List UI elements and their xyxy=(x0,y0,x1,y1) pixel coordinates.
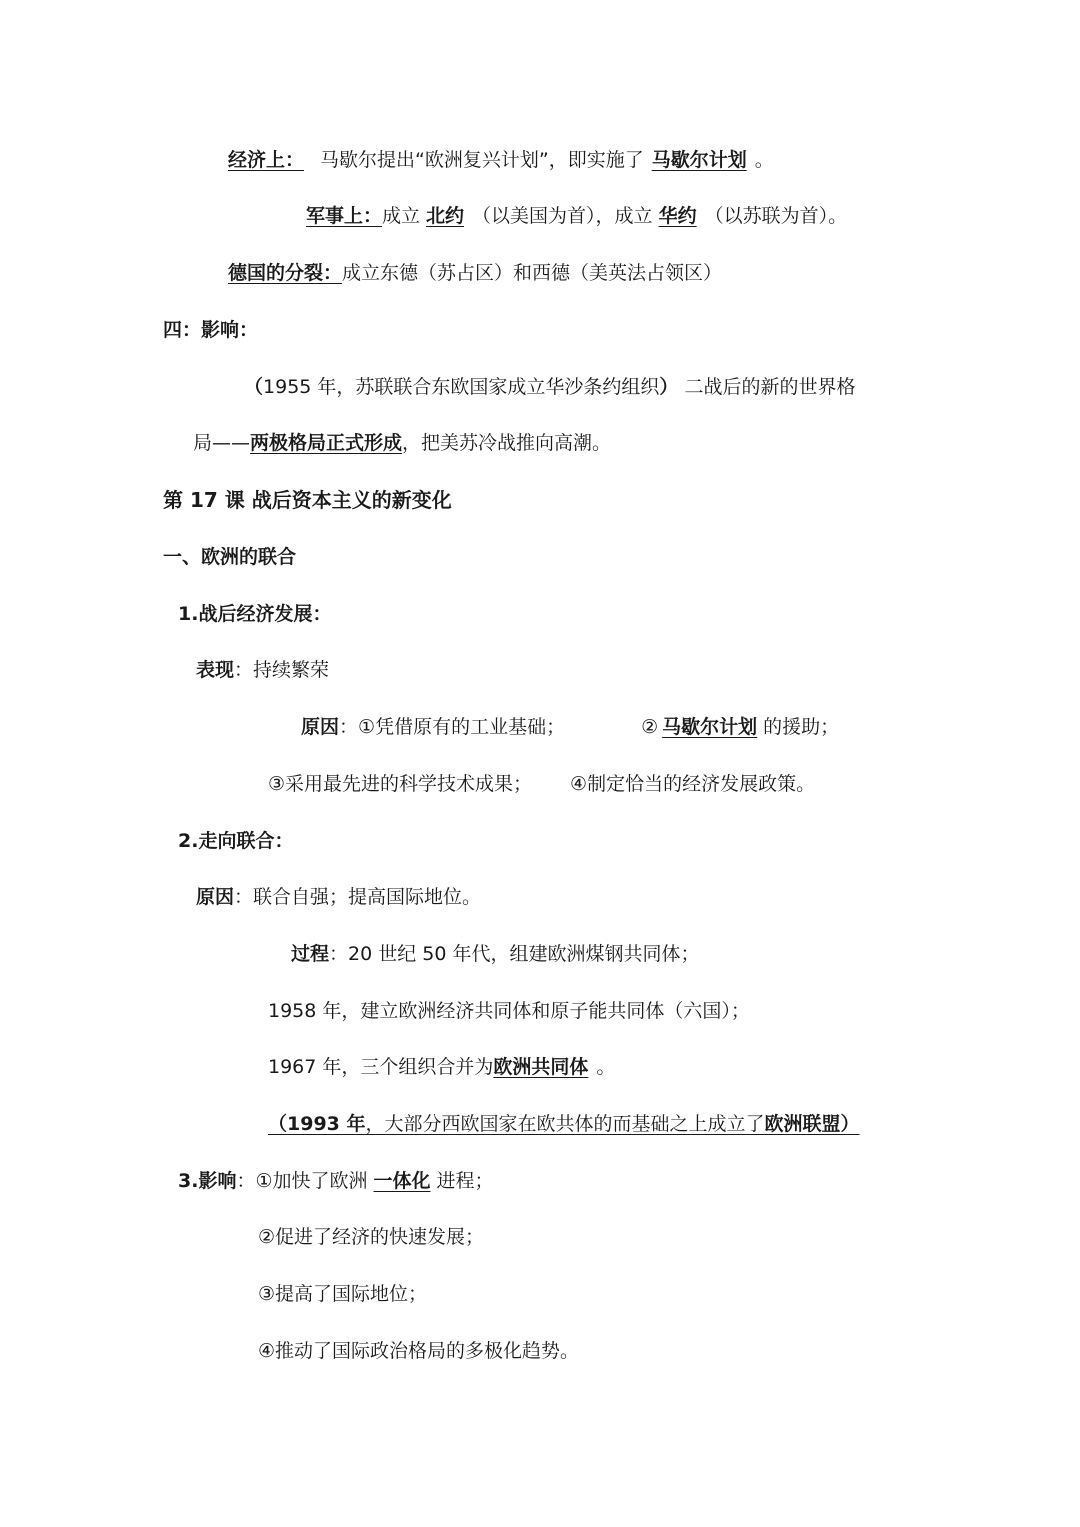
process-3-end: 。 xyxy=(596,1056,616,1078)
performance-sep: ： xyxy=(234,659,254,681)
union-reason-sep: ： xyxy=(234,886,254,908)
term-warsaw-pact: 华约 xyxy=(658,205,697,227)
influence-sep: ： xyxy=(236,1170,256,1192)
impact-line-1 xyxy=(244,374,855,400)
influence-line-3: ③提高了国际地位； xyxy=(258,1283,428,1305)
subsection-2-heading: 2.走向联合： xyxy=(178,830,294,852)
section-1-heading: 一、欧洲的联合 xyxy=(163,546,297,568)
reason-line-1 xyxy=(301,714,839,740)
germany-label: 德国的分裂： xyxy=(228,262,343,284)
subsection-1-heading: 1.战后经济发展： xyxy=(178,603,332,625)
impact-text: 二战后的新的世界格 xyxy=(684,376,856,398)
performance-label: 表现 xyxy=(196,659,235,681)
process-line-2: 1958 年，建立欧洲经济共同体和原子能共同体（六国）； xyxy=(268,1000,750,1022)
eu-text: ，大部分西欧国家在欧共体的而基础之上成立了 xyxy=(365,1113,765,1135)
reason-line-2 xyxy=(268,771,815,797)
term-bipolar: 两极格局正式形成 xyxy=(250,432,403,454)
term-european-union: 欧洲联盟 xyxy=(764,1113,841,1135)
eu-paren-open: （ xyxy=(268,1113,288,1135)
reason-2-num: ② xyxy=(641,716,659,738)
process-line-1 xyxy=(291,941,700,967)
military-text-c: （以苏联为首）。 xyxy=(704,205,848,227)
economy-line xyxy=(228,147,774,173)
military-label: 军事上： xyxy=(306,205,383,227)
reason-3: ③采用最先进的科学技术成果； xyxy=(268,773,533,795)
process-line-3 xyxy=(268,1054,615,1080)
reason-label: 原因 xyxy=(301,716,340,738)
influence-line-4: ④推动了国际政治格局的多极化趋势。 xyxy=(258,1340,580,1362)
performance-line xyxy=(196,657,329,683)
germany-text: 成立东德（苏占区）和西德（美英法占领区） xyxy=(342,262,723,284)
germany-line xyxy=(228,260,722,286)
process-label: 过程 xyxy=(291,943,330,965)
paren-open: （ xyxy=(244,376,264,398)
term-marshall-plan: 马歇尔计划 xyxy=(651,149,747,171)
term-integration: 一体化 xyxy=(373,1170,431,1192)
term-european-community: 欧洲共同体 xyxy=(493,1056,589,1078)
lesson-title: 第 17 课 战后资本主义的新变化 xyxy=(163,488,452,512)
economy-text: 马歇尔提出“欧洲复兴计划”，即实施了 xyxy=(320,149,644,171)
influence-line-2: ②促进了经济的快速发展； xyxy=(258,1226,485,1248)
union-reason-label: 原因 xyxy=(196,886,235,908)
performance-text: 持续繁荣 xyxy=(253,659,330,681)
term-marshall-plan-2: 马歇尔计划 xyxy=(662,716,758,738)
section-impact-heading: 四：影响： xyxy=(163,319,259,341)
process-text-1: 20 世纪 50 年代，组建欧洲煤钢共同体； xyxy=(348,943,700,965)
process-sep: ： xyxy=(329,943,349,965)
term-nato: 北约 xyxy=(426,205,465,227)
economy-label: 经济上： xyxy=(228,149,305,171)
influence-1-text: ①加快了欧洲 xyxy=(255,1170,368,1192)
military-text-b: （以美国为首），成立 xyxy=(472,205,653,227)
impact-line-2 xyxy=(193,430,611,456)
reason-sep: ： xyxy=(339,716,359,738)
union-reason-line xyxy=(196,884,481,910)
paren-close: ） xyxy=(659,376,679,398)
union-reason-text: 联合自强；提高国际地位。 xyxy=(253,886,482,908)
military-text-a: 成立 xyxy=(382,205,421,227)
influence-line-1 xyxy=(178,1168,494,1194)
reason-4: ④制定恰当的经济发展政策。 xyxy=(570,773,816,795)
reason-2-end: 的援助； xyxy=(763,716,840,738)
impact-prefix: 局—— xyxy=(193,432,251,454)
eu-paren-close: ） xyxy=(840,1113,860,1135)
military-line xyxy=(306,203,847,229)
process-3-text: 1967 年，三个组织合并为 xyxy=(268,1056,494,1078)
reason-1: ①凭借原有的工业基础； xyxy=(358,716,566,738)
influence-1-end: 进程； xyxy=(436,1170,494,1192)
warsaw-text: 1955 年，苏联联合东欧国家成立华沙条约组织 xyxy=(263,376,660,398)
eu-line xyxy=(268,1111,860,1137)
economy-end: 。 xyxy=(754,149,774,171)
impact-rest: ，把美苏冷战推向高潮。 xyxy=(402,432,612,454)
influence-label: 3.影响 xyxy=(178,1170,237,1192)
eu-year: 1993 年 xyxy=(287,1113,366,1135)
